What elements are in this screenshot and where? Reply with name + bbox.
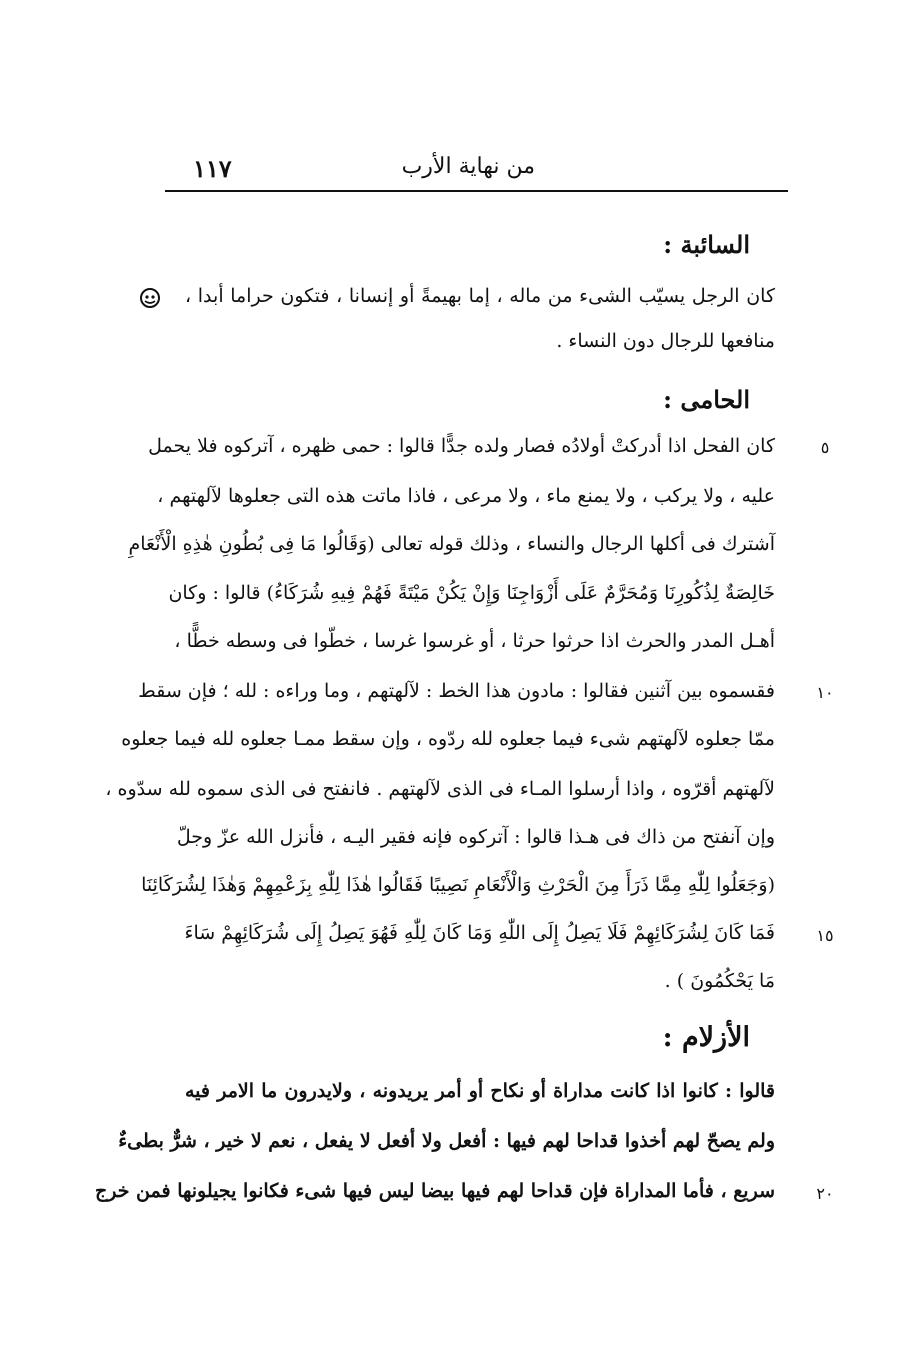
text-line: (وَجَعَلُوا لِلّٰهِ مِمَّا ذَرَأَ مِنَ الْحَرْثِ وَالْأَنْعَامِ نَصِيبًا فَقَالُوا هٰذَا لِلّٰهِ بِزَعْمِهِمْ وَهٰذَا لِشُرَكَائِنَا [141,874,775,896]
text-line: خَالِصَةٌ لِذُكُورِنَا وَمُحَرَّمٌ عَلَى أَزْوَاجِنَا وَإِنْ يَكُنْ مَيْتَةً فَهُمْ فِيهِ شُرَكَاءُ) قالوا : وكان [168,582,775,604]
text-line: سريع ، فأما المداراة فإن قداحا لهم فيها بيضا ليس فيها شىء فكانوا يجيلونها فمن خرج [94,1180,775,1202]
text-line: فَمَا كَانَ لِشُرَكَائِهِمْ فَلَا يَصِلُ إِلَى اللّٰهِ وَمَا كَانَ لِلّٰهِ فَهُوَ يَصِلُ إِلَى شُرَكَائِهِمْ سَاءَ [184,922,775,944]
text-line: منافعها للرجال دون النساء . [556,330,775,352]
text-line: ممّا جعلوه لآلهتهم شىء فيما جعلوه لله ردّوه ، وإن سقط ممـا جعلوه لله فيما جعلوه [121,728,775,750]
margin-line-number: ٥ [820,438,830,457]
running-title: من نهاية الأرب [401,154,535,179]
margin-line-number: ١٠ [816,683,834,702]
text-line: لآلهتهم أقرّوه ، واذا أرسلوا المـاء فى الذى لآلهتهم . فانفتح فى الذى سموه لله سدّوه ، [105,778,775,800]
text-line: كان الفحل اذا أدركتْ أولادُه فصار ولده جدًّا قالوا : حمى ظهره ، آتركوه فلا يحمل [148,435,775,457]
gloss-mark-icon [138,286,162,310]
margin-line-number: ٢٠ [816,1184,834,1203]
text-line: قالوا : كانوا اذا كانت مداراة أو نكاح أو أمر يريدونه ، ولايدرون ما الامر فيه [185,1080,775,1102]
section-heading-hami: الحامى : [663,385,750,414]
page-number: ١١٧ [193,154,232,183]
text-line: ولم يصحّ لهم أخذوا قداحا لهم فيها : أفعل ولا أفعل لا يفعل ، نعم لا خير ، شرٌّ بطىءٌ [118,1130,775,1152]
section-heading-saiba: السائبة : [663,230,750,259]
page-header [165,150,785,186]
text-line: أهـل المدر والحرث اذا حرثوا حرثا ، أو غرسوا غرسا ، خطّوا فى وسطه خطًّا ، [174,630,775,652]
section-heading-azlam: الأزلام : [662,1022,750,1053]
text-line: آشترك فى أكلها الرجال والنساء ، وذلك قوله تعالى (وَقَالُوا مَا فِى بُطُونِ هٰذِهِ الْأَنْعَامِ [128,533,775,555]
text-line: مَا يَحْكُمُونَ ) . [664,970,775,992]
text-line: كان الرجل يسيّب الشىء من ماله ، إما بهيمةً أو إنسانا ، فتكون حراما أبدا ، [185,285,775,307]
text-line: وإن آنفتح من ذاك فى هـذا قالوا : آتركوه فإنه فقير اليـه ، فأنزل الله عزّ وجلّ [176,826,775,848]
text-line: عليه ، ولا يركب ، ولا يمنع ماء ، ولا مرعى ، فاذا ماتت هذه التى جعلوها لآلهتهم ، [157,485,775,507]
margin-line-number: ١٥ [816,926,834,945]
header-rule [165,190,788,192]
text-line: فقسموه بين آثنين فقالوا : مادون هذا الخط : لآلهتهم ، وما وراءه : لله ؛ فإن سقط [138,680,775,702]
